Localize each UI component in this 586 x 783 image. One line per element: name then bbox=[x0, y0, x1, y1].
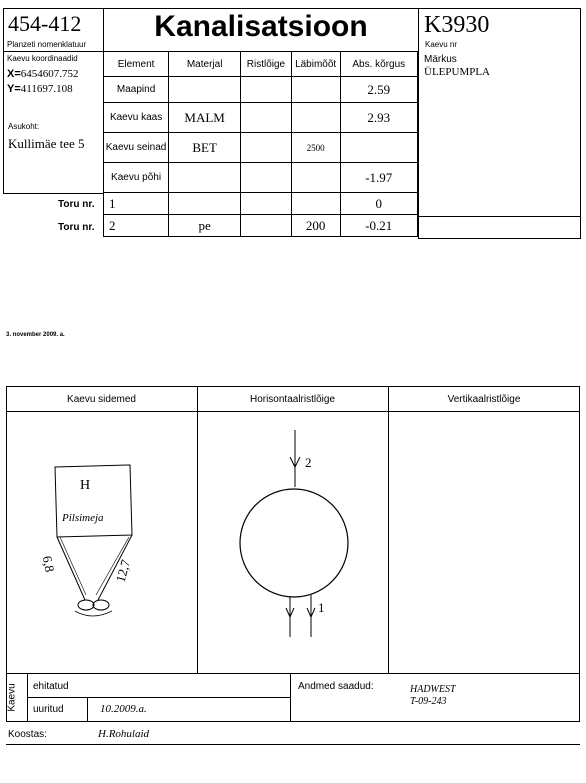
table-row bbox=[104, 77, 418, 103]
pipe-diameter bbox=[291, 193, 340, 215]
footer-side-divider bbox=[27, 674, 28, 722]
left-border bbox=[3, 8, 4, 193]
row-height: 2.59 bbox=[340, 77, 417, 103]
pipe-number: 1 bbox=[104, 193, 169, 215]
tie-right-distance: 12,7 bbox=[112, 557, 134, 584]
built-label: ehitatud bbox=[33, 681, 69, 692]
coord-x-prefix: X= bbox=[7, 68, 21, 80]
address-label: Asukoht: bbox=[8, 122, 40, 131]
col-element: Element bbox=[104, 52, 169, 77]
row-diameter bbox=[291, 163, 340, 193]
pipe-material: pe bbox=[169, 215, 241, 237]
tie-box-letter: H bbox=[80, 478, 91, 493]
row-height bbox=[340, 133, 417, 163]
left-bottom-rule bbox=[3, 193, 103, 194]
pipe-material bbox=[169, 193, 241, 215]
sketch-divider bbox=[197, 386, 198, 674]
right-border bbox=[580, 8, 581, 239]
pipe-height: -0.21 bbox=[340, 215, 417, 237]
col-material: Materjal bbox=[169, 52, 241, 77]
footer-middle-divider bbox=[290, 674, 291, 722]
address-value: Kullimäe tee 5 bbox=[8, 136, 85, 151]
horizontal-section-sketch bbox=[222, 425, 372, 645]
coord-y-prefix: Y= bbox=[7, 83, 21, 95]
pipe-cross bbox=[241, 215, 292, 237]
pipe-out-label: 1 bbox=[318, 600, 325, 615]
author-value: H.Rohulaid bbox=[98, 728, 150, 740]
pipe-height: 0 bbox=[340, 193, 417, 215]
author-label: Koostas: bbox=[8, 729, 47, 740]
panel-horizontal-title: Horisontaalristlõige bbox=[249, 394, 336, 405]
sketch-divider bbox=[388, 386, 389, 674]
row-element: Kaevu seinad bbox=[104, 133, 169, 163]
coord-y-value: 411697.108 bbox=[20, 83, 73, 95]
pipe-label: Toru nr. bbox=[58, 222, 95, 233]
row-element: Kaevu põhi bbox=[104, 163, 169, 193]
panel-vertical-title: Vertikaalristlõige bbox=[447, 394, 521, 405]
table-row bbox=[104, 133, 418, 163]
date-note: 3. november 2009. a. bbox=[6, 332, 65, 338]
row-height: 2.93 bbox=[340, 103, 417, 133]
top-border bbox=[3, 8, 580, 9]
ties-sketch bbox=[30, 455, 180, 625]
sketch-header-rule bbox=[6, 411, 580, 412]
row-cross bbox=[241, 133, 292, 163]
pipe-label: Toru nr. bbox=[58, 199, 95, 210]
coord-x bbox=[7, 68, 79, 80]
row-material bbox=[169, 163, 241, 193]
source-line-2: T-09-243 bbox=[410, 696, 447, 707]
col-abs-height: Abs. kõrgus bbox=[340, 52, 417, 77]
tie-left-distance: 6,8 bbox=[39, 554, 58, 574]
footer-field-divider bbox=[87, 697, 88, 722]
footer-side-label: Kaevu bbox=[6, 683, 18, 712]
pipe-row bbox=[104, 193, 418, 215]
row-cross bbox=[241, 163, 292, 193]
manhole-id: K3930 bbox=[424, 12, 490, 38]
sheet-label: Planzeti nomenklatuur bbox=[7, 40, 87, 49]
tie-box-word: Pilsimeja bbox=[62, 512, 104, 524]
title-divider-right bbox=[418, 8, 419, 239]
footer-frame bbox=[6, 674, 580, 722]
manhole-label: Kaevu nr bbox=[425, 40, 458, 49]
pipe-in-label: 2 bbox=[305, 455, 312, 470]
row-material: BET bbox=[169, 133, 241, 163]
page-title: Kanalisatsioon bbox=[154, 10, 368, 43]
coord-y bbox=[7, 83, 73, 95]
row-cross bbox=[241, 77, 292, 103]
table-row bbox=[104, 163, 418, 193]
pipe-number: 2 bbox=[104, 215, 169, 237]
row-diameter bbox=[291, 103, 340, 133]
pipe-cross bbox=[241, 193, 292, 215]
sheet-number: 454-412 bbox=[8, 11, 82, 36]
row-element: Kaevu kaas bbox=[104, 103, 169, 133]
pipe-row-rule bbox=[418, 238, 580, 239]
col-diameter: Läbimõõt bbox=[291, 52, 340, 77]
remark-header: Märkus bbox=[424, 54, 457, 65]
footer-row-rule bbox=[27, 697, 290, 698]
surveyed-value: 10.2009.a. bbox=[100, 703, 147, 715]
remark-value: ÜLEPUMPLA bbox=[424, 66, 491, 78]
elements-table bbox=[103, 51, 418, 237]
pipe-row-rule bbox=[418, 216, 580, 217]
coordinates-label: Kaevu koordinaadid bbox=[7, 54, 78, 63]
row-diameter bbox=[291, 77, 340, 103]
row-diameter: 2500 bbox=[291, 133, 340, 163]
row-height: -1.97 bbox=[340, 163, 417, 193]
pipe-diameter: 200 bbox=[291, 215, 340, 237]
header-underline bbox=[3, 51, 103, 52]
coord-x-value: 6454607.752 bbox=[20, 68, 79, 80]
row-material bbox=[169, 77, 241, 103]
author-row-rule bbox=[6, 744, 580, 745]
source-line-1: HADWEST bbox=[410, 684, 456, 695]
pipe-row bbox=[104, 215, 418, 237]
row-material: MALM bbox=[169, 103, 241, 133]
source-label: Andmed saadud: bbox=[298, 681, 374, 692]
row-cross bbox=[241, 103, 292, 133]
panel-ties-title: Kaevu sidemed bbox=[67, 394, 136, 405]
table-row bbox=[104, 103, 418, 133]
col-cross-section: Ristlõige bbox=[241, 52, 292, 77]
surveyed-label: uuritud bbox=[33, 704, 64, 715]
row-element: Maapind bbox=[104, 77, 169, 103]
